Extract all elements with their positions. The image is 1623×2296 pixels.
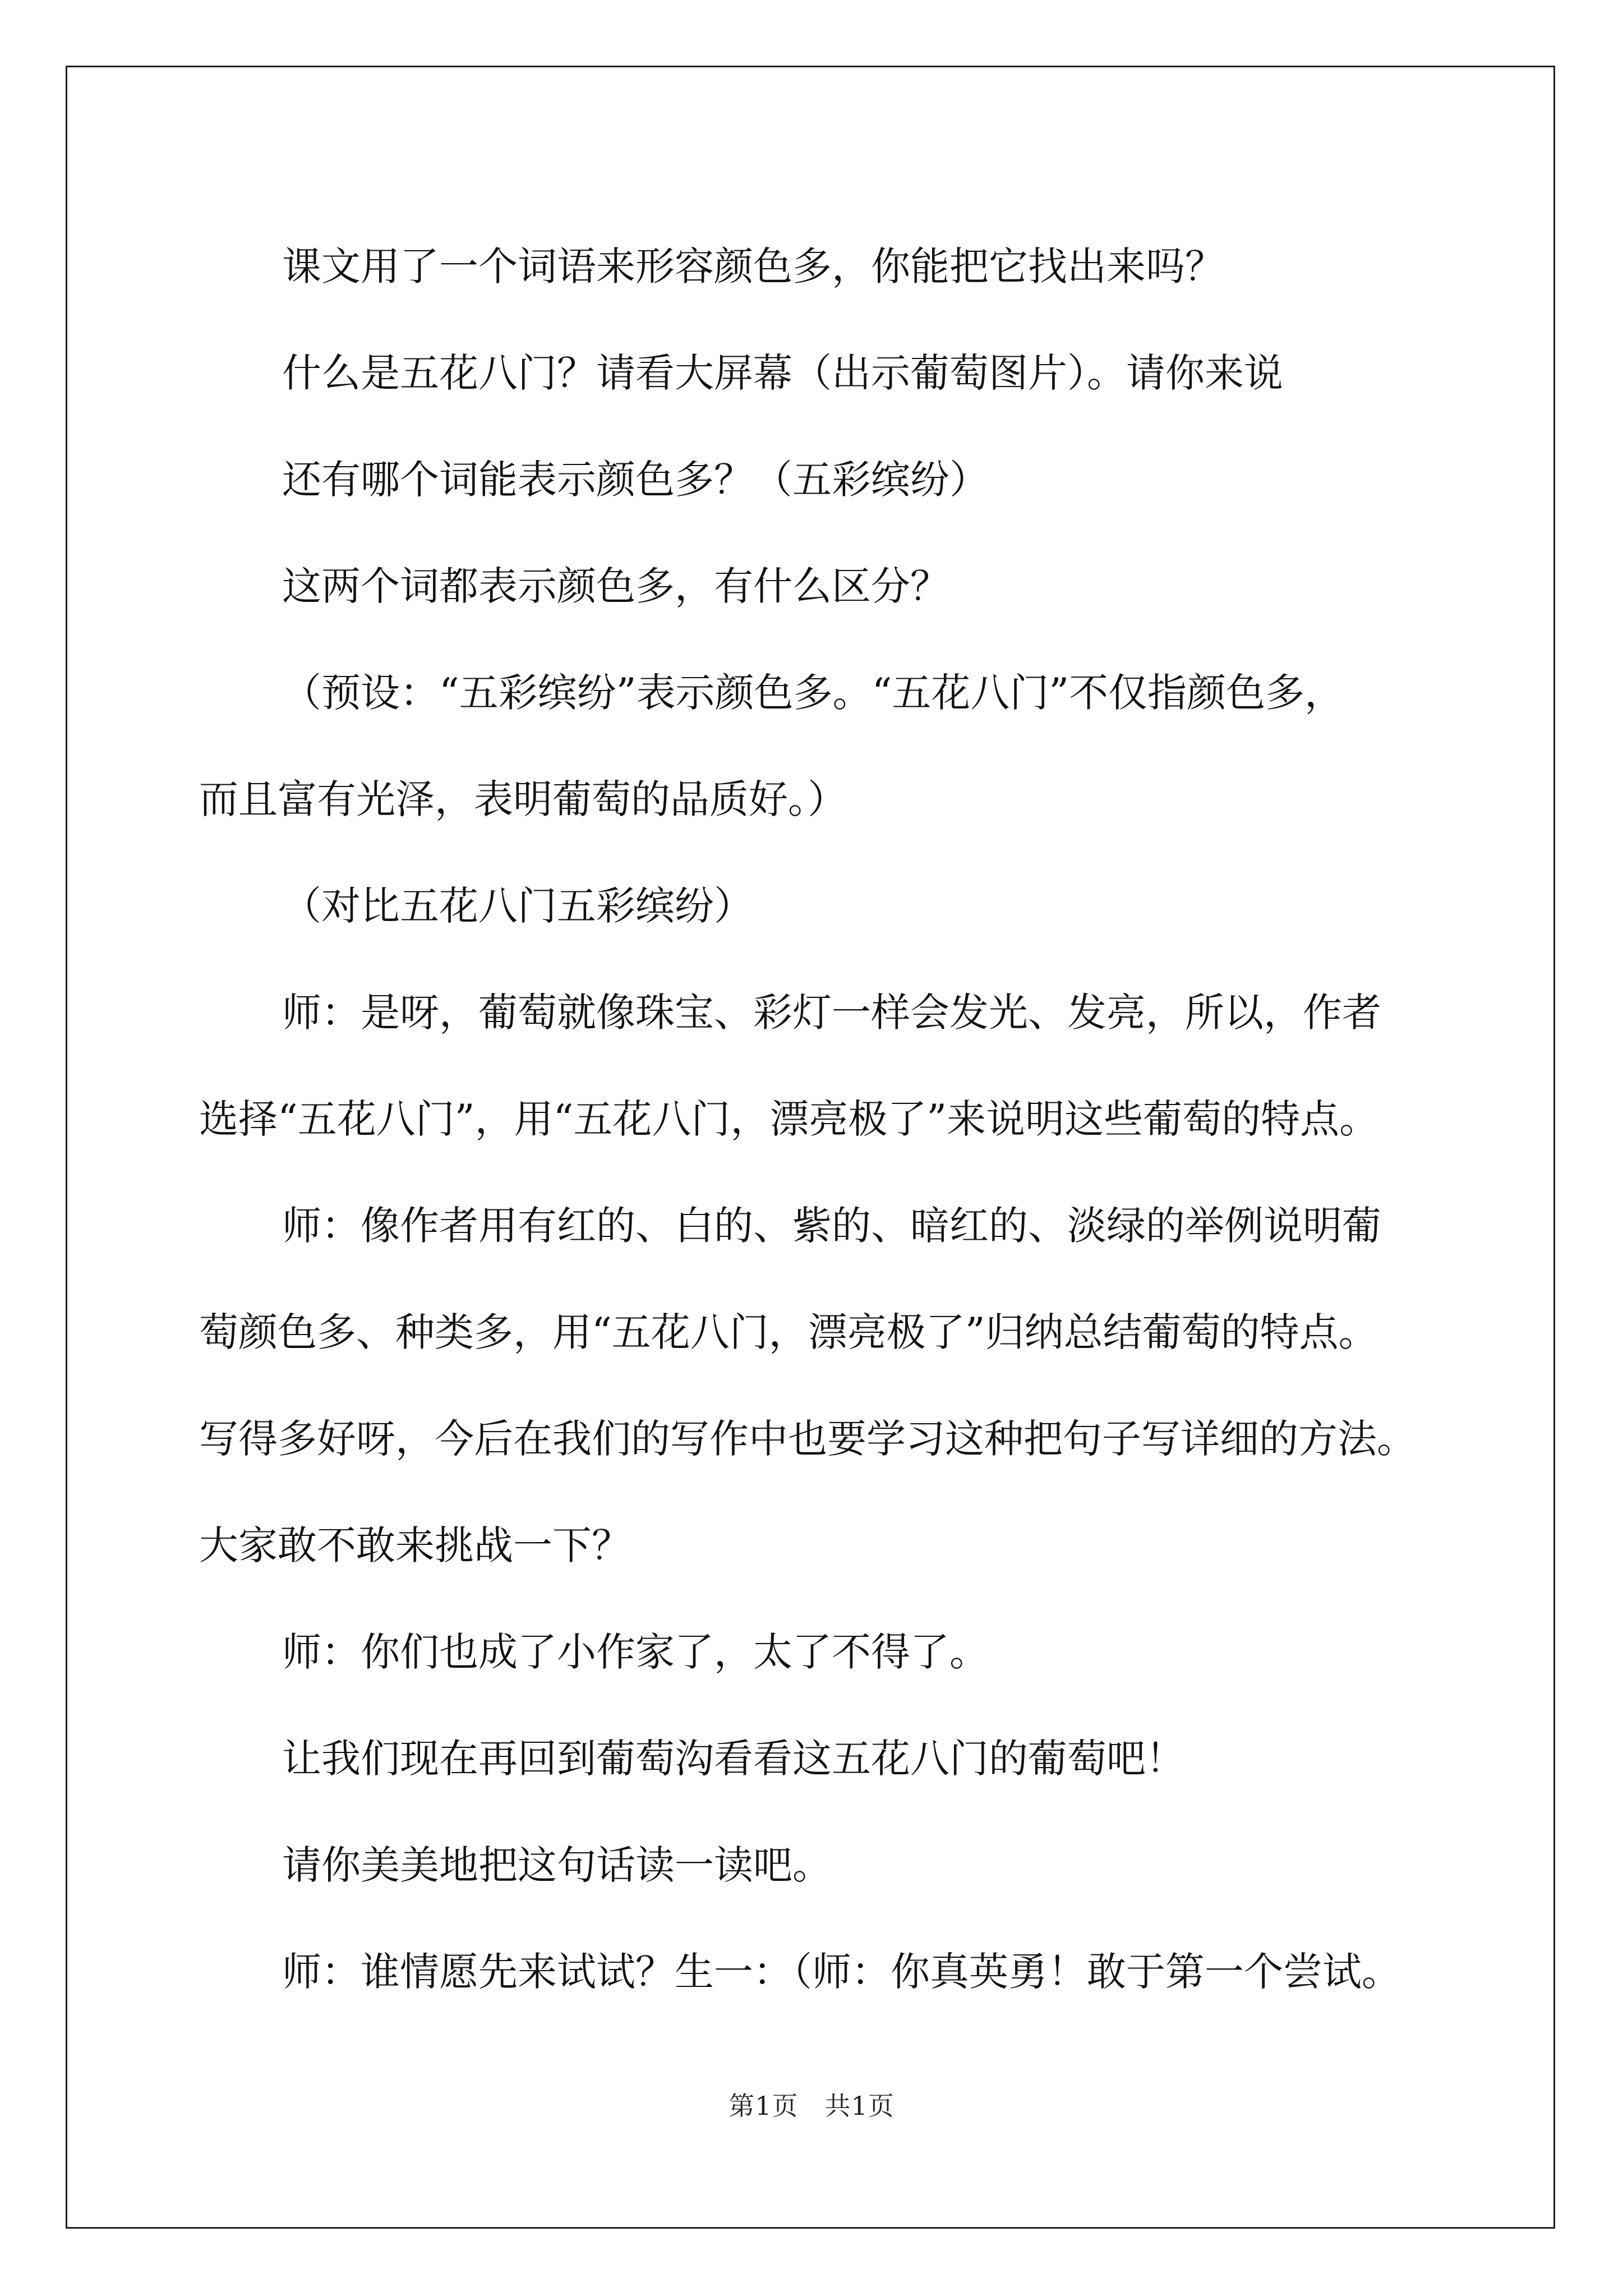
paragraph-line: 选择“五花八门”，用“五花八门，漂亮极了”来说明这些葡萄的特点。 bbox=[199, 1096, 1379, 1142]
paragraph-line: （预设：“五彩缤纷”表示颜色多。“五花八门”不仅指颜色多， bbox=[282, 670, 1344, 716]
paragraph-line: 师：谁情愿先来试试？生一：（师：你真英勇！敢于第一个尝试。 bbox=[282, 1949, 1401, 1995]
paragraph-line: 让我们现在再回到葡萄沟看看这五花八门的葡萄吧！ bbox=[282, 1736, 1185, 1782]
paragraph-line: 而且富有光泽，表明葡萄的品质好。） bbox=[199, 776, 847, 822]
paragraph-line: 这两个词都表示颜色多，有什么区分？ bbox=[282, 563, 949, 609]
paragraph-line: 课文用了一个词语来形容颜色多，你能把它找出来吗？ bbox=[282, 243, 1224, 289]
paragraph-line: 大家敢不敢来挑战一下？ bbox=[199, 1522, 631, 1568]
paragraph-line: 写得多好呀，今后在我们的写作中也要学习这种把句子写详细的方法。 bbox=[199, 1416, 1416, 1462]
paragraph-line: （对比五花八门五彩缤纷） bbox=[282, 883, 753, 929]
paragraph-line: 师：像作者用有红的、白的、紫的、暗红的、淡绿的举例说明葡 bbox=[282, 1203, 1381, 1249]
paragraph-line: 师：你们也成了小作家了，太了不得了。 bbox=[282, 1629, 989, 1675]
paragraph-line: 师：是呀，葡萄就像珠宝、彩灯一样会发光、发亮，所以，作者 bbox=[282, 990, 1381, 1036]
page-number-footer: 第1页 共1页 bbox=[728, 2091, 895, 2121]
document-body bbox=[199, 213, 1455, 2025]
paragraph-line: 请你美美地把这句话读一读吧。 bbox=[282, 1842, 832, 1888]
paragraph-line: 萄颜色多、种类多，用“五花八门，漂亮极了”归纳总结葡萄的特点。 bbox=[199, 1309, 1378, 1355]
paragraph-line: 还有哪个词能表示颜色多？（五彩缤纷） bbox=[282, 457, 989, 503]
paragraph-line: 什么是五花八门？请看大屏幕（出示葡萄图片）。请你来说 bbox=[282, 350, 1283, 396]
